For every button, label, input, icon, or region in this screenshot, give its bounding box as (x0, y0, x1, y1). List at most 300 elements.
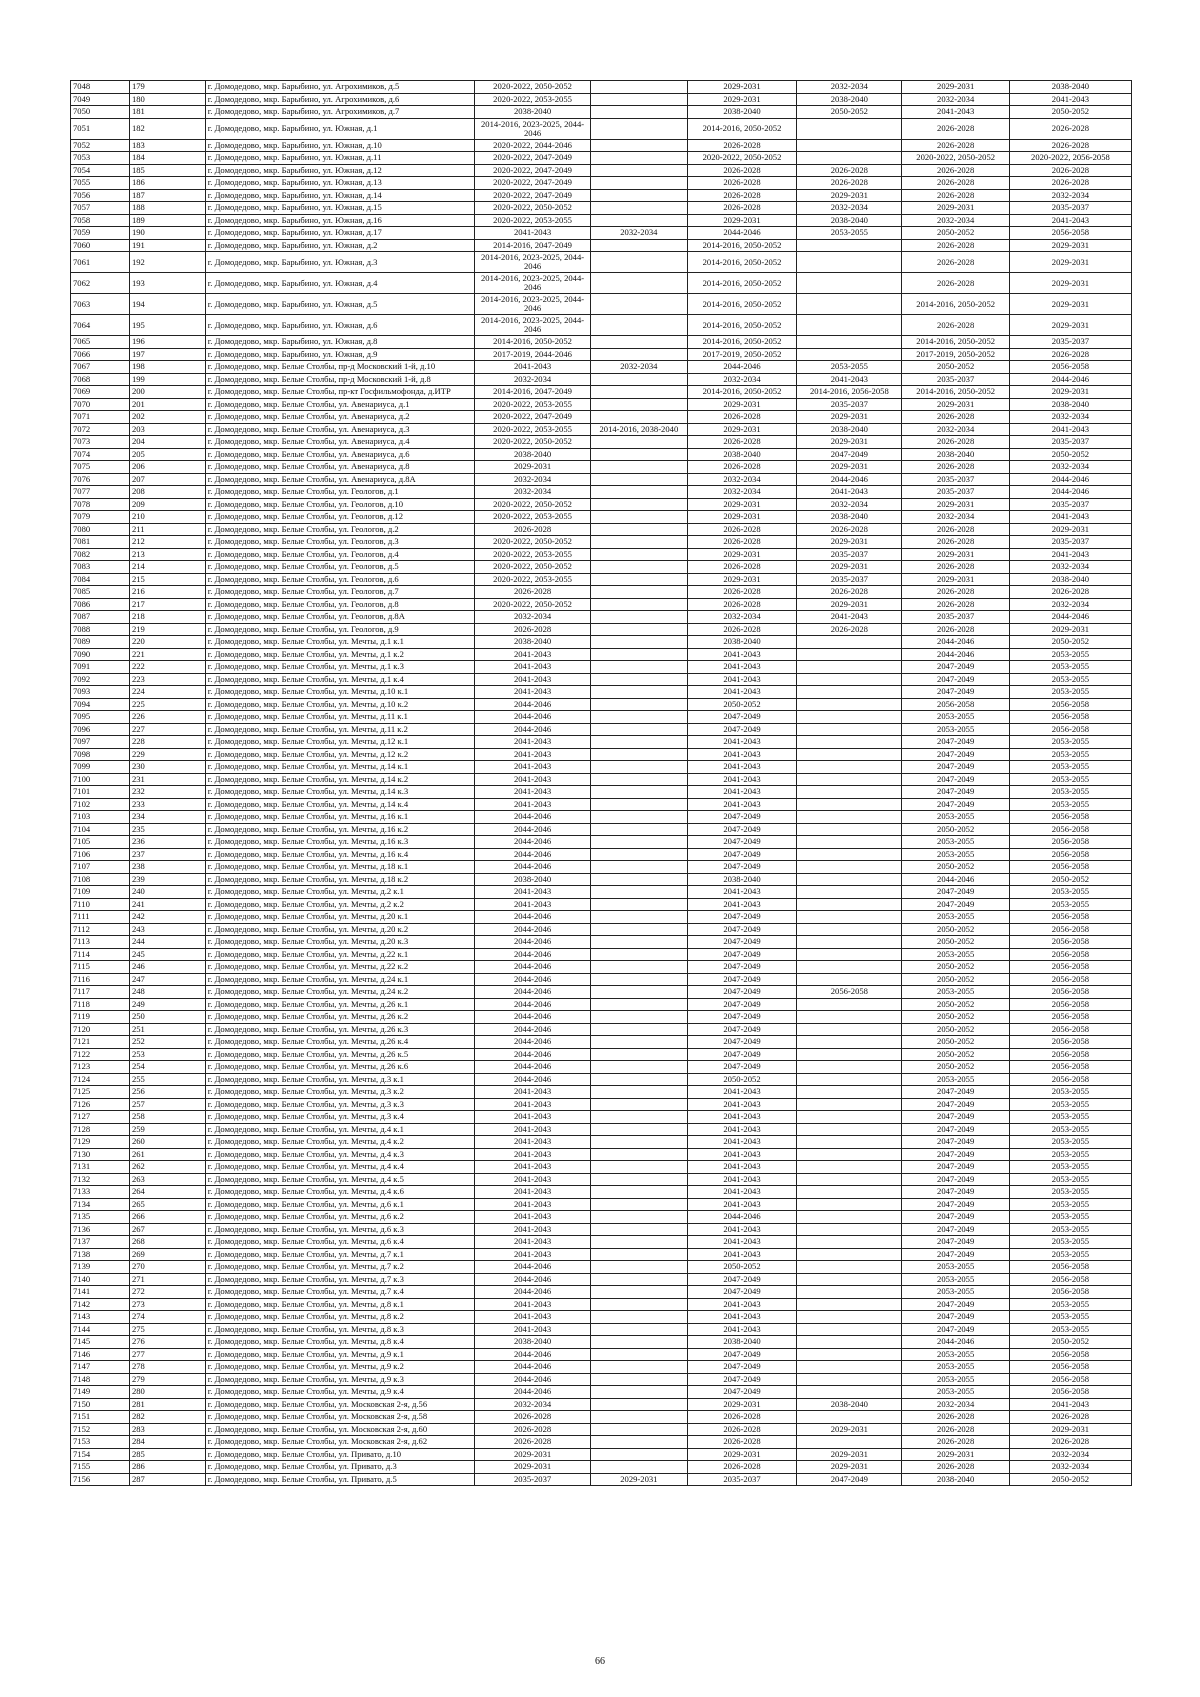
period-cell-5: 2053-2055 (902, 848, 1009, 861)
row-number-cell: 7136 (71, 1223, 130, 1236)
address-cell: г. Домодедово, мкр. Белые Столбы, ул. Московская 2-я, д.58 (205, 1411, 474, 1424)
period-cell-6: 2053-2055 (1009, 673, 1131, 686)
period-cell-1: 2041-2043 (475, 886, 591, 899)
row-number-cell: 7089 (71, 636, 130, 649)
building-index-cell: 227 (129, 723, 205, 736)
period-cell-5: 2026-2028 (902, 139, 1009, 152)
period-cell-6: 2056-2058 (1009, 723, 1131, 736)
period-cell-3: 2044-2046 (687, 1211, 796, 1224)
period-cell-6: 2056-2058 (1009, 1011, 1131, 1024)
table-row (71, 748, 1132, 761)
period-cell-6: 2056-2058 (1009, 961, 1131, 974)
address-cell: г. Домодедово, мкр. Белые Столбы, ул. Мечты, д.14 к.4 (205, 798, 474, 811)
period-cell-2 (590, 93, 687, 106)
table-row (71, 986, 1132, 999)
period-cell-5: 2026-2028 (902, 411, 1009, 424)
period-cell-3: 2026-2028 (687, 561, 796, 574)
period-cell-4 (797, 873, 902, 886)
period-cell-5: 2044-2046 (902, 636, 1009, 649)
address-cell: г. Домодедово, мкр. Белые Столбы, ул. Геологов, д.10 (205, 498, 474, 511)
period-cell-4: 2029-2031 (797, 598, 902, 611)
row-number-cell: 7124 (71, 1073, 130, 1086)
building-index-cell: 219 (129, 623, 205, 636)
period-cell-3: 2029-2031 (687, 1448, 796, 1461)
building-index-cell: 278 (129, 1361, 205, 1374)
table-row (71, 636, 1132, 649)
period-cell-6: 2029-2031 (1009, 523, 1131, 536)
period-cell-4: 2041-2043 (797, 486, 902, 499)
building-index-cell: 197 (129, 348, 205, 361)
period-cell-2 (590, 623, 687, 636)
period-cell-4: 2041-2043 (797, 611, 902, 624)
building-index-cell: 269 (129, 1248, 205, 1261)
period-cell-4 (797, 773, 902, 786)
period-cell-6: 2032-2034 (1009, 461, 1131, 474)
row-number-cell: 7102 (71, 798, 130, 811)
period-cell-2 (590, 373, 687, 386)
period-cell-6: 2029-2031 (1009, 252, 1131, 273)
period-cell-5: 2029-2031 (902, 573, 1009, 586)
period-cell-1: 2020-2022, 2053-2055 (475, 573, 591, 586)
period-cell-6: 2053-2055 (1009, 1148, 1131, 1161)
building-index-cell: 252 (129, 1036, 205, 1049)
period-cell-3: 2026-2028 (687, 536, 796, 549)
row-number-cell: 7061 (71, 252, 130, 273)
row-number-cell: 7123 (71, 1061, 130, 1074)
period-cell-4 (797, 636, 902, 649)
period-cell-2 (590, 986, 687, 999)
period-cell-4 (797, 1123, 902, 1136)
period-cell-6: 2032-2034 (1009, 1461, 1131, 1474)
row-number-cell: 7051 (71, 118, 130, 139)
period-cell-6: 2056-2058 (1009, 1048, 1131, 1061)
period-cell-4 (797, 961, 902, 974)
address-cell: г. Домодедово, мкр. Белые Столбы, ул. Мечты, д.14 к.3 (205, 786, 474, 799)
row-number-cell: 7086 (71, 598, 130, 611)
period-cell-2 (590, 886, 687, 899)
row-number-cell: 7149 (71, 1386, 130, 1399)
period-cell-4: 2038-2040 (797, 93, 902, 106)
period-cell-6: 2026-2028 (1009, 1436, 1131, 1449)
period-cell-4 (797, 1073, 902, 1086)
row-number-cell: 7154 (71, 1448, 130, 1461)
building-index-cell: 230 (129, 761, 205, 774)
period-cell-4 (797, 698, 902, 711)
address-cell: г. Домодедово, мкр. Белые Столбы, ул. Авенариуса, д.6 (205, 448, 474, 461)
address-cell: г. Домодедово, мкр. Барыбино, ул. Агрохимиков, д.5 (205, 81, 474, 94)
address-cell: г. Домодедово, мкр. Белые Столбы, ул. Геологов, д.1 (205, 486, 474, 499)
row-number-cell: 7131 (71, 1161, 130, 1174)
row-number-cell: 7109 (71, 886, 130, 899)
period-cell-3: 2029-2031 (687, 548, 796, 561)
building-index-cell: 184 (129, 152, 205, 165)
period-cell-3: 2038-2040 (687, 106, 796, 119)
period-cell-6: 2038-2040 (1009, 81, 1131, 94)
row-number-cell: 7048 (71, 81, 130, 94)
period-cell-1: 2020-2022, 2050-2052 (475, 202, 591, 215)
period-cell-4: 2035-2037 (797, 398, 902, 411)
period-cell-1: 2017-2019, 2044-2046 (475, 348, 591, 361)
period-cell-6: 2035-2037 (1009, 202, 1131, 215)
period-cell-6: 2053-2055 (1009, 898, 1131, 911)
period-cell-3: 2041-2043 (687, 673, 796, 686)
address-cell: г. Домодедово, мкр. Белые Столбы, ул. Мечты, д.26 к.4 (205, 1036, 474, 1049)
period-cell-6: 2053-2055 (1009, 761, 1131, 774)
period-cell-5: 2053-2055 (902, 811, 1009, 824)
period-cell-4 (797, 661, 902, 674)
building-index-cell: 284 (129, 1436, 205, 1449)
row-number-cell: 7065 (71, 336, 130, 349)
period-cell-3: 2041-2043 (687, 1248, 796, 1261)
row-number-cell: 7059 (71, 227, 130, 240)
period-cell-1: 2044-2046 (475, 923, 591, 936)
period-cell-2 (590, 861, 687, 874)
period-cell-2 (590, 1323, 687, 1336)
period-cell-2 (590, 1436, 687, 1449)
period-cell-2 (590, 748, 687, 761)
row-number-cell: 7091 (71, 661, 130, 674)
row-number-cell: 7137 (71, 1236, 130, 1249)
period-cell-4 (797, 948, 902, 961)
period-cell-4: 2032-2034 (797, 81, 902, 94)
period-cell-1: 2041-2043 (475, 1123, 591, 1136)
period-cell-5: 2053-2055 (902, 1348, 1009, 1361)
period-cell-6: 2053-2055 (1009, 736, 1131, 749)
table-row (71, 436, 1132, 449)
period-cell-3: 2041-2043 (687, 1323, 796, 1336)
period-cell-4: 2029-2031 (797, 189, 902, 202)
row-number-cell: 7076 (71, 473, 130, 486)
period-cell-4: 2038-2040 (797, 1398, 902, 1411)
period-cell-2 (590, 1386, 687, 1399)
period-cell-5: 2044-2046 (902, 1336, 1009, 1349)
period-cell-5: 2026-2028 (902, 436, 1009, 449)
period-cell-4 (797, 1061, 902, 1074)
period-cell-5: 2026-2028 (902, 1461, 1009, 1474)
period-cell-6: 2032-2034 (1009, 598, 1131, 611)
period-cell-2 (590, 118, 687, 139)
period-cell-3: 2041-2043 (687, 1123, 796, 1136)
row-number-cell: 7107 (71, 861, 130, 874)
period-cell-6: 2053-2055 (1009, 1198, 1131, 1211)
table-row (71, 1373, 1132, 1386)
table-row (71, 873, 1132, 886)
period-cell-5: 2047-2049 (902, 886, 1009, 899)
period-cell-5: 2047-2049 (902, 1298, 1009, 1311)
period-cell-2 (590, 698, 687, 711)
table-row (71, 1236, 1132, 1249)
building-index-cell: 216 (129, 586, 205, 599)
period-cell-3: 2026-2028 (687, 177, 796, 190)
address-cell: г. Домодедово, мкр. Белые Столбы, ул. Мечты, д.1 к.1 (205, 636, 474, 649)
period-cell-6: 2026-2028 (1009, 1411, 1131, 1424)
table-row (71, 118, 1132, 139)
building-index-cell: 229 (129, 748, 205, 761)
row-number-cell: 7113 (71, 936, 130, 949)
period-cell-3: 2029-2031 (687, 511, 796, 524)
period-cell-1: 2041-2043 (475, 773, 591, 786)
period-cell-5: 2047-2049 (902, 1148, 1009, 1161)
period-cell-1: 2044-2046 (475, 961, 591, 974)
period-cell-3: 2026-2028 (687, 623, 796, 636)
address-cell: г. Домодедово, мкр. Белые Столбы, ул. Мечты, д.3 к.1 (205, 1073, 474, 1086)
table-row (71, 511, 1132, 524)
period-cell-1: 2044-2046 (475, 936, 591, 949)
period-cell-4 (797, 1148, 902, 1161)
address-cell: г. Домодедово, мкр. Барыбино, ул. Южная, д.10 (205, 139, 474, 152)
period-cell-3: 2026-2028 (687, 586, 796, 599)
period-cell-1: 2041-2043 (475, 798, 591, 811)
period-cell-4: 2038-2040 (797, 214, 902, 227)
address-cell: г. Домодедово, мкр. Белые Столбы, ул. Мечты, д.10 к.2 (205, 698, 474, 711)
building-index-cell: 236 (129, 836, 205, 849)
period-cell-4 (797, 1173, 902, 1186)
period-cell-2 (590, 294, 687, 315)
period-cell-5: 2029-2031 (902, 398, 1009, 411)
period-cell-3: 2041-2043 (687, 1148, 796, 1161)
period-cell-4 (797, 848, 902, 861)
period-cell-1: 2020-2022, 2050-2052 (475, 436, 591, 449)
period-cell-4: 2029-2031 (797, 1461, 902, 1474)
period-cell-5: 2047-2049 (902, 1186, 1009, 1199)
period-cell-6: 2053-2055 (1009, 1236, 1131, 1249)
building-index-cell: 262 (129, 1161, 205, 1174)
period-cell-4: 2053-2055 (797, 227, 902, 240)
period-cell-2: 2029-2031 (590, 1473, 687, 1486)
period-cell-2 (590, 711, 687, 724)
period-cell-2 (590, 673, 687, 686)
table-row (71, 1311, 1132, 1324)
table-row (71, 1361, 1132, 1374)
table-row (71, 961, 1132, 974)
period-cell-3: 2032-2034 (687, 473, 796, 486)
row-number-cell: 7050 (71, 106, 130, 119)
period-cell-5: 2053-2055 (902, 986, 1009, 999)
table-row (71, 252, 1132, 273)
building-index-cell: 277 (129, 1348, 205, 1361)
period-cell-3: 2047-2049 (687, 711, 796, 724)
period-cell-1: 2029-2031 (475, 1448, 591, 1461)
period-cell-6: 2056-2058 (1009, 948, 1131, 961)
building-index-cell: 214 (129, 561, 205, 574)
period-cell-2 (590, 81, 687, 94)
row-number-cell: 7112 (71, 923, 130, 936)
period-cell-6: 2038-2040 (1009, 398, 1131, 411)
table-row (71, 1036, 1132, 1049)
table-row (71, 411, 1132, 424)
period-cell-1: 2041-2043 (475, 1311, 591, 1324)
period-cell-2 (590, 1461, 687, 1474)
period-cell-3: 2032-2034 (687, 611, 796, 624)
period-cell-1: 2044-2046 (475, 911, 591, 924)
table-row (71, 548, 1132, 561)
building-index-cell: 281 (129, 1398, 205, 1411)
period-cell-4 (797, 836, 902, 849)
row-number-cell: 7156 (71, 1473, 130, 1486)
period-cell-2 (590, 523, 687, 536)
period-cell-1: 2020-2022, 2053-2055 (475, 214, 591, 227)
period-cell-6: 2056-2058 (1009, 1373, 1131, 1386)
period-cell-5: 2038-2040 (902, 448, 1009, 461)
period-cell-3: 2014-2016, 2050-2052 (687, 273, 796, 294)
period-cell-1: 2044-2046 (475, 848, 591, 861)
row-number-cell: 7127 (71, 1111, 130, 1124)
period-cell-4 (797, 736, 902, 749)
building-index-cell: 238 (129, 861, 205, 874)
period-cell-2 (590, 661, 687, 674)
period-cell-6: 2056-2058 (1009, 1036, 1131, 1049)
period-cell-2 (590, 1161, 687, 1174)
period-cell-3: 2038-2040 (687, 636, 796, 649)
row-number-cell: 7067 (71, 361, 130, 374)
period-cell-1: 2041-2043 (475, 1298, 591, 1311)
address-cell: г. Домодедово, мкр. Белые Столбы, ул. Мечты, д.1 к.3 (205, 661, 474, 674)
period-cell-1: 2014-2016, 2050-2052 (475, 336, 591, 349)
period-cell-4 (797, 1311, 902, 1324)
period-cell-2 (590, 1048, 687, 1061)
period-cell-2 (590, 1123, 687, 1136)
period-cell-1: 2035-2037 (475, 1473, 591, 1486)
period-cell-1: 2041-2043 (475, 673, 591, 686)
address-cell: г. Домодедово, мкр. Барыбино, ул. Южная, д.8 (205, 336, 474, 349)
period-cell-2 (590, 1136, 687, 1149)
address-cell: г. Домодедово, мкр. Белые Столбы, ул. Мечты, д.9 к.1 (205, 1348, 474, 1361)
table-row (71, 1173, 1132, 1186)
address-cell: г. Домодедово, мкр. Белые Столбы, ул. Мечты, д.20 к.2 (205, 923, 474, 936)
period-cell-1: 2020-2022, 2050-2052 (475, 536, 591, 549)
period-cell-6: 2050-2052 (1009, 873, 1131, 886)
row-number-cell: 7108 (71, 873, 130, 886)
table-row (71, 1248, 1132, 1261)
period-cell-5: 2047-2049 (902, 748, 1009, 761)
period-cell-6: 2041-2043 (1009, 548, 1131, 561)
period-cell-6: 2041-2043 (1009, 511, 1131, 524)
period-cell-1: 2032-2034 (475, 611, 591, 624)
period-cell-1: 2026-2028 (475, 586, 591, 599)
period-cell-4: 2038-2040 (797, 511, 902, 524)
period-cell-1: 2026-2028 (475, 1423, 591, 1436)
period-cell-2 (590, 1298, 687, 1311)
building-index-cell: 241 (129, 898, 205, 911)
period-cell-2 (590, 736, 687, 749)
period-cell-3: 2041-2043 (687, 1086, 796, 1099)
period-cell-1: 2041-2043 (475, 1161, 591, 1174)
period-cell-3: 2041-2043 (687, 1173, 796, 1186)
period-cell-3: 2026-2028 (687, 1436, 796, 1449)
period-cell-5: 2053-2055 (902, 948, 1009, 961)
period-cell-3: 2032-2034 (687, 486, 796, 499)
table-row (71, 1211, 1132, 1224)
period-cell-1: 2044-2046 (475, 1286, 591, 1299)
period-cell-3: 2017-2019, 2050-2052 (687, 348, 796, 361)
table-row (71, 214, 1132, 227)
period-cell-4: 2026-2028 (797, 586, 902, 599)
period-cell-2 (590, 773, 687, 786)
address-cell: г. Домодедово, мкр. Белые Столбы, ул. Мечты, д.18 к.1 (205, 861, 474, 874)
period-cell-2 (590, 106, 687, 119)
period-cell-1: 2041-2043 (475, 748, 591, 761)
period-cell-5: 2050-2052 (902, 973, 1009, 986)
period-cell-2 (590, 1198, 687, 1211)
period-cell-2 (590, 973, 687, 986)
period-cell-1: 2038-2040 (475, 873, 591, 886)
period-cell-5: 2047-2049 (902, 761, 1009, 774)
period-cell-5: 2047-2049 (902, 1223, 1009, 1236)
period-cell-4: 2047-2049 (797, 448, 902, 461)
address-cell: г. Домодедово, мкр. Белые Столбы, ул. Мечты, д.9 к.4 (205, 1386, 474, 1399)
period-cell-5: 2026-2028 (902, 623, 1009, 636)
row-number-cell: 7064 (71, 315, 130, 336)
period-cell-6: 2053-2055 (1009, 1186, 1131, 1199)
period-cell-3: 2014-2016, 2050-2052 (687, 386, 796, 399)
row-number-cell: 7141 (71, 1286, 130, 1299)
address-cell: г. Домодедово, мкр. Белые Столбы, ул. Геологов, д.6 (205, 573, 474, 586)
period-cell-3: 2014-2016, 2050-2052 (687, 315, 796, 336)
address-cell: г. Домодедово, мкр. Белые Столбы, пр-д Московский 1-й, д.10 (205, 361, 474, 374)
period-cell-3: 2047-2049 (687, 861, 796, 874)
address-cell: г. Домодедово, мкр. Белые Столбы, ул. Мечты, д.16 к.3 (205, 836, 474, 849)
period-cell-3: 2044-2046 (687, 361, 796, 374)
building-index-cell: 245 (129, 948, 205, 961)
period-cell-2 (590, 1336, 687, 1349)
period-cell-4 (797, 748, 902, 761)
table-row (71, 1348, 1132, 1361)
period-cell-1: 2020-2022, 2053-2055 (475, 511, 591, 524)
period-cell-2 (590, 898, 687, 911)
period-cell-6: 2044-2046 (1009, 373, 1131, 386)
period-cell-4 (797, 1161, 902, 1174)
row-number-cell: 7139 (71, 1261, 130, 1274)
row-number-cell: 7155 (71, 1461, 130, 1474)
period-cell-6: 2050-2052 (1009, 636, 1131, 649)
table-row (71, 315, 1132, 336)
table-row (71, 836, 1132, 849)
address-cell: г. Домодедово, мкр. Белые Столбы, ул. Авенариуса, д.4 (205, 436, 474, 449)
period-cell-3: 2026-2028 (687, 189, 796, 202)
period-cell-3: 2014-2016, 2050-2052 (687, 118, 796, 139)
period-cell-5: 2026-2028 (902, 536, 1009, 549)
row-number-cell: 7071 (71, 411, 130, 424)
address-cell: г. Домодедово, мкр. Барыбино, ул. Южная, д.5 (205, 294, 474, 315)
period-cell-1: 2038-2040 (475, 636, 591, 649)
period-cell-6: 2056-2058 (1009, 811, 1131, 824)
period-cell-2 (590, 348, 687, 361)
table-row (71, 423, 1132, 436)
period-cell-6: 2032-2034 (1009, 411, 1131, 424)
period-cell-4 (797, 861, 902, 874)
period-cell-1: 2044-2046 (475, 1386, 591, 1399)
period-cell-1: 2029-2031 (475, 1461, 591, 1474)
period-cell-1: 2020-2022, 2050-2052 (475, 598, 591, 611)
period-cell-5: 2032-2034 (902, 214, 1009, 227)
period-cell-4 (797, 1361, 902, 1374)
period-cell-2 (590, 648, 687, 661)
building-index-cell: 181 (129, 106, 205, 119)
period-cell-6: 2026-2028 (1009, 164, 1131, 177)
address-cell: г. Домодедово, мкр. Белые Столбы, ул. Мечты, д.3 к.3 (205, 1098, 474, 1111)
row-number-cell: 7053 (71, 152, 130, 165)
period-cell-2 (590, 448, 687, 461)
period-cell-4 (797, 1048, 902, 1061)
period-cell-3: 2041-2043 (687, 1223, 796, 1236)
row-number-cell: 7142 (71, 1298, 130, 1311)
building-index-cell: 226 (129, 711, 205, 724)
row-number-cell: 7068 (71, 373, 130, 386)
table-row (71, 523, 1132, 536)
table-row (71, 106, 1132, 119)
period-cell-5: 2053-2055 (902, 1373, 1009, 1386)
period-cell-6: 2056-2058 (1009, 1361, 1131, 1374)
